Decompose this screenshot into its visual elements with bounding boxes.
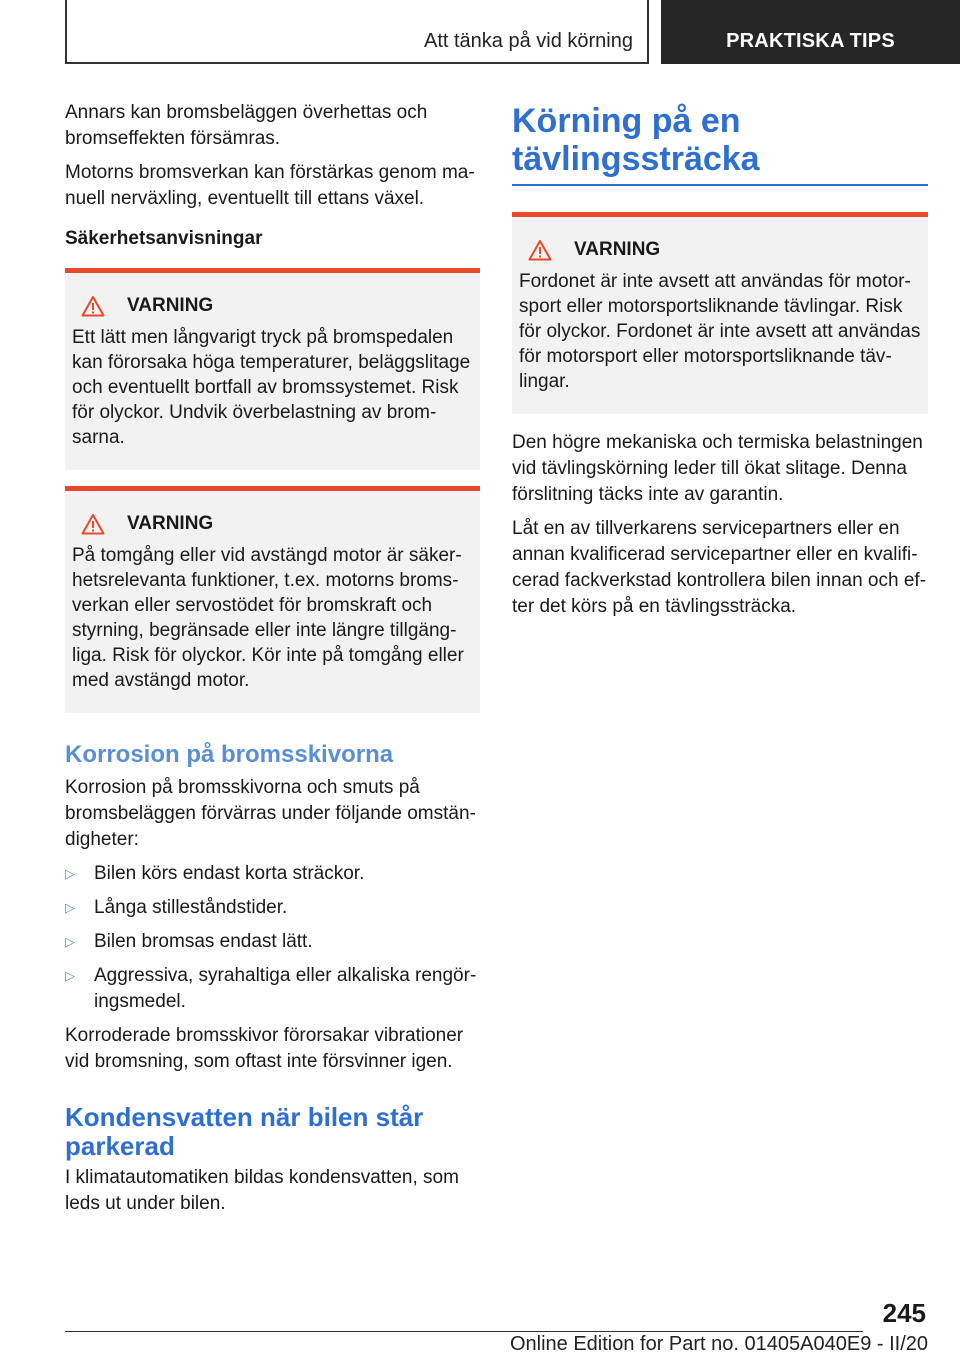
section-heading-condensation: Kondensvatten när bilen står parkerad xyxy=(65,1102,424,1161)
list-item: ▷ Aggressiva, syrahaltiga eller alkaliska rengöringsmedel. xyxy=(65,965,477,1012)
left-column xyxy=(65,100,480,1225)
warning-triangle-icon xyxy=(528,239,552,261)
right-column xyxy=(512,100,928,628)
warning-triangle-icon xyxy=(81,295,105,317)
subheading: Säkerhetsanvisningar xyxy=(65,228,263,249)
header-section-tab xyxy=(65,0,649,64)
paragraph: Korroderade bromsskivor förorsakar vibrationer vid bromsning, som oftast inte försvinner igen. xyxy=(65,1025,464,1072)
warning-label: VARNING xyxy=(127,513,214,534)
warning-label: VARNING xyxy=(574,239,661,260)
triangle-bullet-icon: ▷ xyxy=(65,900,75,915)
paragraph: Den högre mekaniska och termiska belastningen vid tävlingskörning leder till ökat slitage. Denna förslitning täcks inte av garantin. xyxy=(512,432,923,505)
paragraph: Korrosion på bromsskivorna och smuts på bromsbeläggen förvärras under följande omständigheter: xyxy=(65,777,476,850)
warning-triangle-icon xyxy=(81,513,105,535)
section-heading-racetrack: Körning på en tävlingssträcka xyxy=(512,102,928,186)
warning-box xyxy=(512,212,928,414)
triangle-bullet-icon: ▷ xyxy=(65,866,75,881)
paragraph: Motorns bromsverkan kan förstärkas genom manuell nerväxling, eventuellt till ettans växel. xyxy=(65,162,475,209)
warning-text: På tomgång eller vid avstängd motor är säkerhetsrelevanta funktioner, t.ex. motorns bromsverkan eller servostödet för bromskraft och styrning, begränsade eller inte längre tillgängliga. Risk för olyckor. Kör inte på tomgång eller med avstängd motor. xyxy=(72,545,464,691)
paragraph: I klimatautomatiken bildas kondensvatten, som leds ut under bilen. xyxy=(65,1167,459,1214)
warning-box xyxy=(65,486,480,713)
paragraph: Annars kan bromsbeläggen överhettas och bromseffekten försämras. xyxy=(65,102,428,149)
paragraph: Låt en av tillverkarens servicepartners eller en annan kvalificerad servicepartner eller en kvalificerad fackverkstad kontrollera bilen innan och efter det körs på en tävlingssträcka. xyxy=(512,518,927,617)
triangle-bullet-icon: ▷ xyxy=(65,934,75,949)
header-section-title: Att tänka på vid körning xyxy=(423,30,633,52)
list-item: ▷ Bilen bromsas endast lätt. xyxy=(65,929,480,955)
footer-divider xyxy=(65,1331,863,1332)
list-item: ▷ Bilen körs endast korta sträckor. xyxy=(65,861,480,887)
header-chapter-title: PRAKTISKA TIPS xyxy=(726,30,895,52)
warning-text: Ett lätt men långvarigt tryck på bromspedalen kan förorsaka höga temperaturer, beläggslitage och eventuellt bortfall av bromssystemet. Risk för olyckor. Undvik överbelastning av bromsarna. xyxy=(72,327,471,448)
page-number: 245 xyxy=(882,1298,926,1328)
triangle-bullet-icon: ▷ xyxy=(65,968,75,983)
header-chapter-tab xyxy=(661,0,960,64)
warning-title xyxy=(519,237,921,263)
warning-box xyxy=(65,268,480,470)
warning-title xyxy=(72,511,473,537)
warning-label: VARNING xyxy=(127,295,214,316)
list-item: ▷ Långa stilleståndstider. xyxy=(65,895,480,921)
section-heading-corrosion: Korrosion på bromsskivorna xyxy=(65,741,394,768)
warning-text: Fordonet är inte avsett att användas för motorsport eller motorsportsliknande tävlingar. Risk för olyckor. Fordonet är inte avsett att användas för motorsport eller motorsportsliknande tävlingar. xyxy=(519,271,921,392)
bullet-list xyxy=(65,861,480,1015)
footer-edition: Online Edition for Part no. 01405A040E9 - II/20 xyxy=(509,1333,928,1355)
warning-title xyxy=(72,293,473,319)
